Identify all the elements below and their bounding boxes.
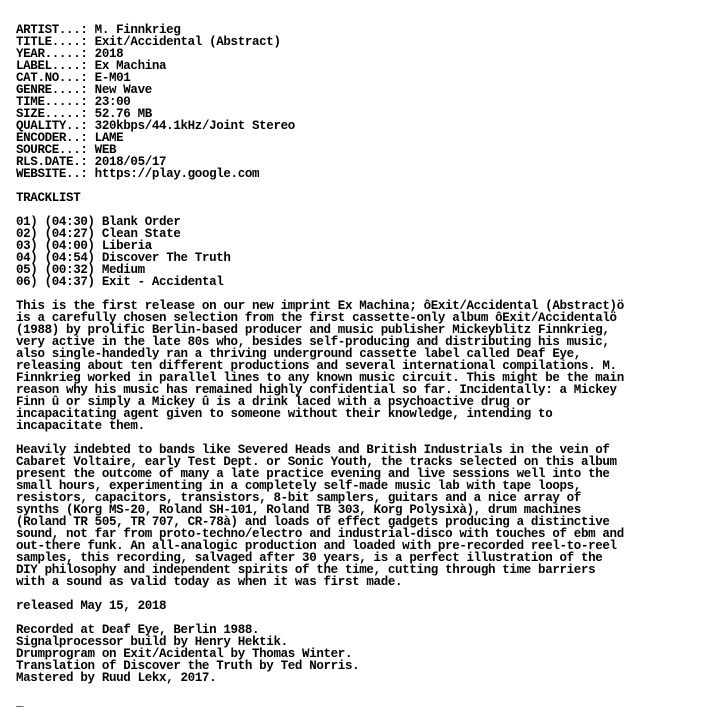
track-num: 04) xyxy=(16,251,38,265)
credit-line: Recorded at Deaf Eye, Berlin 1988. xyxy=(16,623,260,637)
info-value: LAME xyxy=(94,131,124,145)
track-row xyxy=(16,276,696,288)
track-time: (00:32) xyxy=(44,263,95,277)
info-key: WEBSITE..: xyxy=(16,167,88,181)
info-value: E-M01 xyxy=(94,71,131,85)
info-key: GENRE....: xyxy=(16,83,88,97)
track-title: Exit - Accidental xyxy=(101,275,224,289)
credit-line: Drumprogram on Exit/Acidental by Thomas Winter. xyxy=(16,647,353,661)
info-key: SOURCE...: xyxy=(16,143,88,157)
track-num: 05) xyxy=(16,263,38,277)
info-key: SIZE.....: xyxy=(16,107,88,121)
info-value: Ex Machina xyxy=(94,59,167,73)
info-key: ENCODER..: xyxy=(16,131,88,145)
description-line: also single-handedly ran a thriving underground cassette label called Deaf Eye, xyxy=(16,347,581,361)
track-num: 01) xyxy=(16,215,38,229)
track-title: Blank Order xyxy=(101,215,181,229)
track-num: 06) xyxy=(16,275,38,289)
description-line: out-there funk. An all-analogic production and loaded with pre-recorded reel-to-reel xyxy=(16,539,617,553)
text-cursor: _ xyxy=(16,695,24,709)
info-value: 2018/05/17 xyxy=(94,155,167,169)
tracklist xyxy=(16,216,696,288)
credit-line: Mastered by Ruud Lekx, 2017. xyxy=(16,671,217,685)
track-num: 02) xyxy=(16,227,38,241)
description-line: (Roland TR 505, TR 707, CR-78à) and loads of effect gadgets producing a distinctive xyxy=(16,515,610,529)
description-line: (1988) by prolific Berlin-based producer and music publisher Mickeyblitz Finnkrieg, xyxy=(16,323,610,337)
info-key: TITLE....: xyxy=(16,35,88,49)
description-line: Finn û or simply a Mickey û is a drink laced with a psychoactive drug or xyxy=(16,395,531,409)
info-value: 2018 xyxy=(94,47,124,61)
description-line: sound, not far from proto-techno/electro and industrial-disco with touches of ebm and xyxy=(16,527,624,541)
info-value: New Wave xyxy=(94,83,152,97)
info-key: CAT.NO...: xyxy=(16,71,88,85)
tracklist-heading: TRACKLIST xyxy=(16,191,81,205)
info-value: Exit/Accidental (Abstract) xyxy=(94,35,281,49)
description-line: resistors, capacitors, transistors, 8-bit samplers, guitars and a nice array of xyxy=(16,491,581,505)
info-row xyxy=(16,168,696,180)
track-time: (04:37) xyxy=(44,275,95,289)
description-line: releasing about ten different productions and several international compilations. M. xyxy=(16,359,617,373)
description-line: incapacitate them. xyxy=(16,419,145,433)
info-value: 320kbps/44.1kHz/Joint Stereo xyxy=(94,119,295,133)
info-value: https://play.google.com xyxy=(94,167,260,181)
description-line: This is the first release on our new imprint Ex Machina; ôExit/Accidental (Abstract)ö xyxy=(16,299,624,313)
description-line: samples, this recording, salvaged after 30 years, is a perfect illustration of the xyxy=(16,551,603,565)
info-key: TIME.....: xyxy=(16,95,88,109)
info-value: 23:00 xyxy=(94,95,131,109)
info-value: WEB xyxy=(94,143,117,157)
info-key: LABEL....: xyxy=(16,59,88,73)
info-value: M. Finnkrieg xyxy=(94,23,181,37)
track-time: (04:30) xyxy=(44,215,95,229)
track-num: 03) xyxy=(16,239,38,253)
track-time: (04:00) xyxy=(44,239,95,253)
description-line: Cabaret Voltaire, early Test Dept. or Sonic Youth, the tracks selected on this album xyxy=(16,455,617,469)
info-value: 52.76 MB xyxy=(94,107,152,121)
track-title: Medium xyxy=(101,263,145,277)
description-line: synths (Korg MS-20, Roland SH-101, Roland TB 303, Korg Polysixà), drum machines xyxy=(16,503,581,517)
release-info-block xyxy=(16,24,696,180)
description-line: very active in the late 80s who, besides self-producing and distributing his music, xyxy=(16,335,610,349)
track-title: Liberia xyxy=(101,239,152,253)
description-line: is a carefully chosen selection from the first cassette-only album ôExit/Accidentalö xyxy=(16,311,617,325)
description-line: Heavily indebted to bands like Severed Heads and British Industrials in the vein of xyxy=(16,443,610,457)
info-key: RLS.DATE.: xyxy=(16,155,88,169)
credits-block xyxy=(16,624,696,684)
description-paragraph-1 xyxy=(16,300,696,432)
description-line: small hours, experimenting in a completely self-made music lab with tape loops, xyxy=(16,479,581,493)
credit-line: Translation of Discover the Truth by Ted Norris. xyxy=(16,659,360,673)
track-title: Clean State xyxy=(101,227,181,241)
info-row xyxy=(16,132,696,144)
description-line: present the outcome of many a late practice evening and live sessions well into the xyxy=(16,467,610,481)
track-time: (04:27) xyxy=(44,227,95,241)
description-line: Finnkrieg worked in parallel lines to any known music circuit. This might be the main xyxy=(16,371,624,385)
track-time: (04:54) xyxy=(44,251,95,265)
track-title: Discover The Truth xyxy=(101,251,231,265)
description-line: DIY philosophy and independent spirits of the time, cutting through time barriers xyxy=(16,563,596,577)
release-date-line: released May 15, 2018 xyxy=(16,599,167,613)
credit-line: Signalprocessor build by Henry Hektik. xyxy=(16,635,288,649)
description-line: with a sound as valid today as when it was first made. xyxy=(16,575,403,589)
info-key: YEAR.....: xyxy=(16,47,88,61)
description-paragraph-2 xyxy=(16,444,696,588)
description-line: reason why his music has remained highly confidential so far. Incidentally: a Mickey xyxy=(16,383,617,397)
description-line: incapacitating agent given to someone without their knowledge, intending to xyxy=(16,407,553,421)
info-key: QUALITY..: xyxy=(16,119,88,133)
info-key: ARTIST...: xyxy=(16,23,88,37)
